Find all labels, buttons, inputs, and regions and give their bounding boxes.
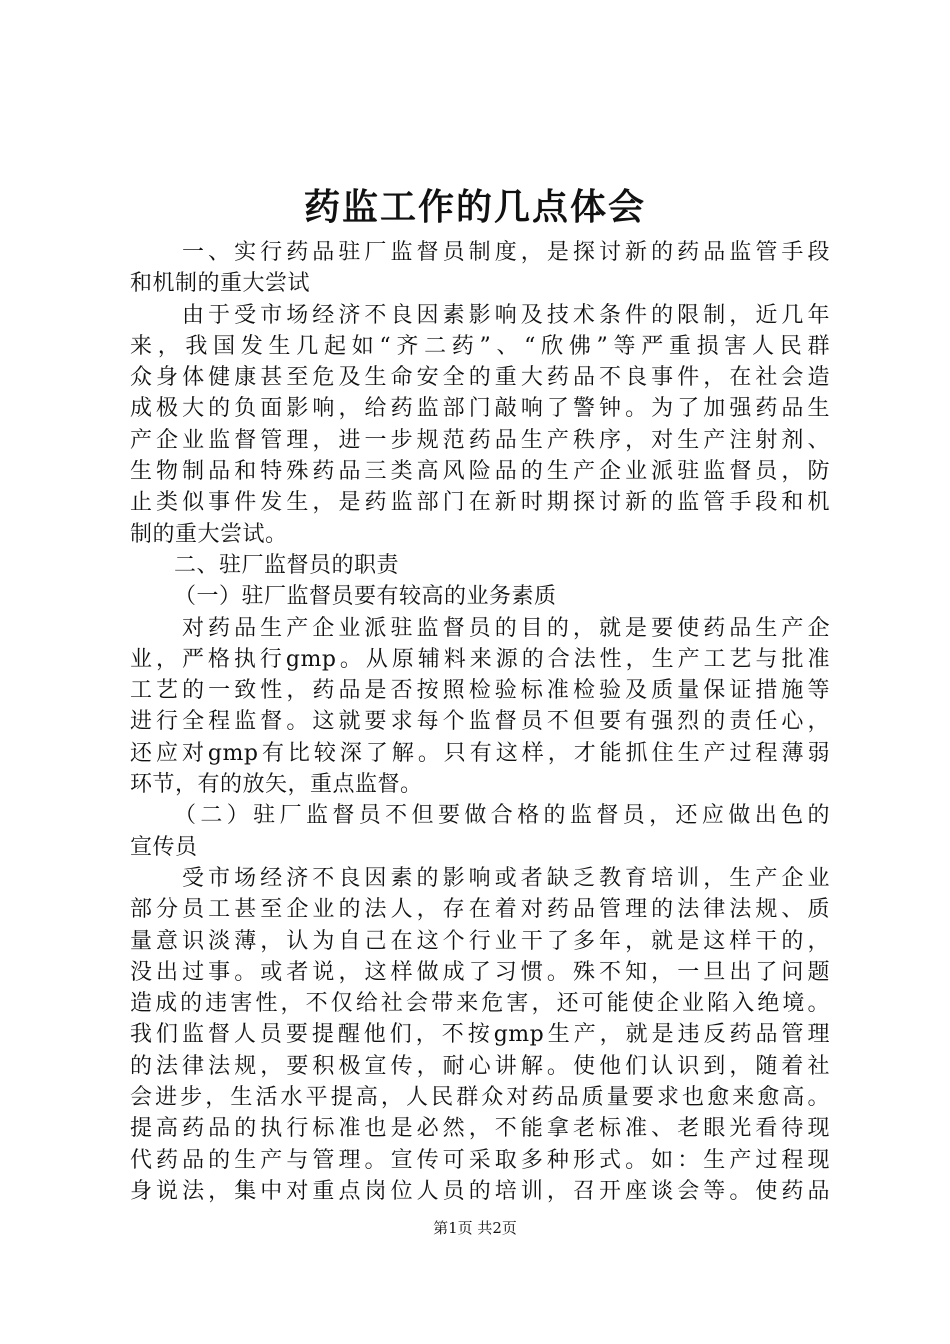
text-line: 环节，有的放矢，重点监督。 xyxy=(130,772,423,798)
text-line: 没出过事。或者说，这样做成了习惯。殊不知，一旦出了问题 xyxy=(130,959,830,985)
text-line: 产企业监督管理，进一步规范药品生产秩序，对生产注射剂、 xyxy=(130,427,830,453)
text-line: 和机制的重大尝试 xyxy=(130,271,311,297)
text-line: 会进步，生活水平提高，人民群众对药品质量要求也愈来愈高。 xyxy=(130,1085,830,1111)
subsection-heading: （二）驻厂监督员不但要做合格的监督员，还应做出色的 xyxy=(174,803,830,829)
text-line: 工艺的一致性，药品是否按照检验标准检验及质量保证措施等 xyxy=(130,678,830,704)
page-footer: 第1页 共2页 xyxy=(433,1219,517,1237)
text-line: 众身体健康甚至危及生命安全的重大药品不良事件，在社会造 xyxy=(130,365,830,391)
text-line: 进行全程监督。这就要求每个监督员不但要有强烈的责任心， xyxy=(130,709,830,735)
text-line: 制的重大尝试。 xyxy=(130,521,288,547)
text-line: 造成的违害性，不仅给社会带来危害，还可能使企业陷入绝境。 xyxy=(130,991,830,1017)
text-line: 由于受市场经济不良因素影响及技术条件的限制，近几年 xyxy=(182,302,830,328)
text-line: 成极大的负面影响，给药监部门敲响了警钟。为了加强药品生 xyxy=(130,396,830,422)
text-line: 来，我国发生几起如“齐二药”、“欣佛”等严重损害人民群 xyxy=(130,333,830,359)
text-line: 量意识淡薄，认为自己在这个行业干了多年，就是这样干的， xyxy=(130,928,830,954)
text-line: 提高药品的执行标准也是必然，不能拿老标准、老眼光看待现 xyxy=(130,1116,830,1142)
section-heading: 二、驻厂监督员的职责 xyxy=(174,552,400,578)
document-body xyxy=(130,237,830,1207)
document-title: 药监工作的几点体会 xyxy=(303,187,646,228)
text-line: 止类似事件发生，是药监部门在新时期探讨新的监管手段和机 xyxy=(130,490,830,516)
subsection-heading-cont: 宣传员 xyxy=(130,834,198,860)
text-line: 代药品的生产与管理。宣传可采取多种形式。如：生产过程现 xyxy=(130,1147,830,1173)
text-line: 对药品生产企业派驻监督员的目的，就是要使药品生产企 xyxy=(182,615,830,641)
text-line: 我们监督人员要提醒他们，不按gmp生产，就是违反药品管理 xyxy=(130,1022,830,1048)
text-line: 受市场经济不良因素的影响或者缺乏教育培训，生产企业 xyxy=(182,865,830,891)
subsection-heading: （一）驻厂监督员要有较高的业务素质 xyxy=(174,584,557,610)
text-line: 的法律法规，要积极宣传，耐心讲解。使他们认识到，随着社 xyxy=(130,1053,830,1079)
text-line: 一、实行药品驻厂监督员制度，是探讨新的药品监管手段 xyxy=(182,240,830,265)
text-line: 部分员工甚至企业的法人，存在着对药品管理的法律法规、质 xyxy=(130,897,830,923)
text-line: 生物制品和特殊药品三类高风险品的生产企业派驻监督员，防 xyxy=(130,459,830,485)
text-line: 还应对gmp有比较深了解。只有这样，才能抓住生产过程薄弱 xyxy=(130,740,830,766)
text-line: 业，严格执行gmp。从原辅料来源的合法性，生产工艺与批准 xyxy=(130,646,830,672)
text-line: 身说法，集中对重点岗位人员的培训，召开座谈会等。使药品 xyxy=(130,1178,830,1204)
